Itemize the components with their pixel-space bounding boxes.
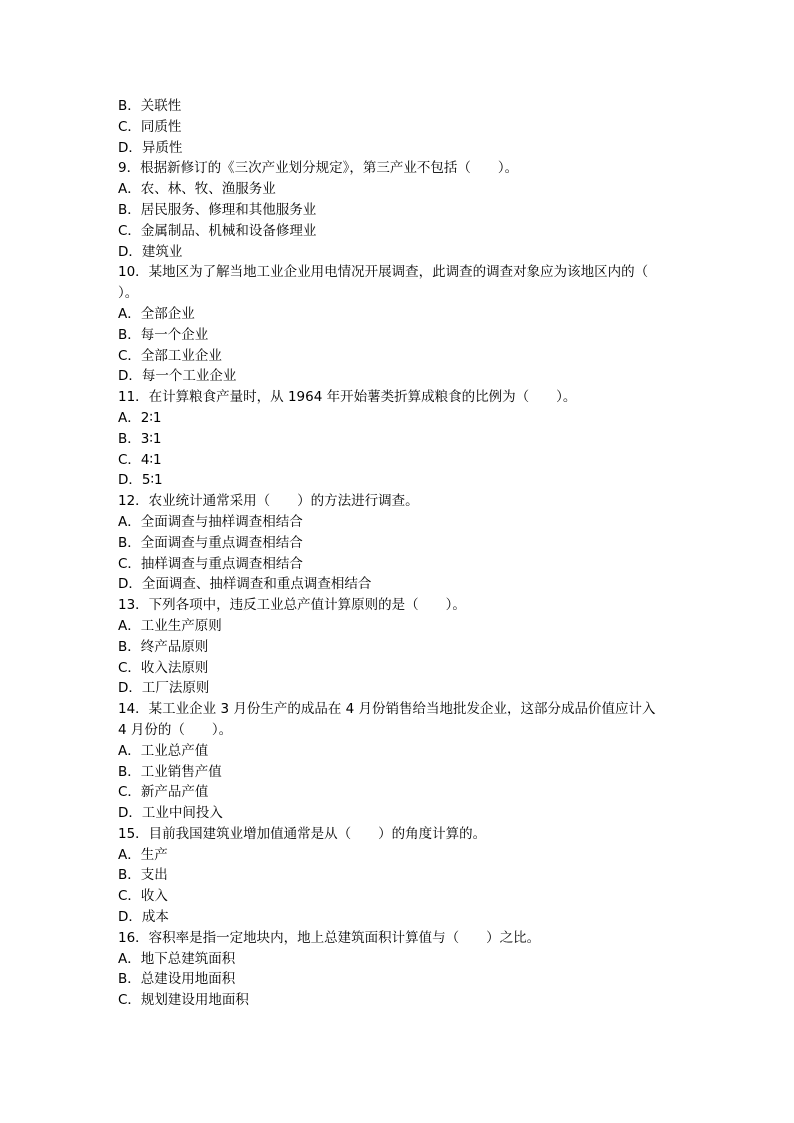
option-text: D．工厂法原则 bbox=[118, 680, 210, 697]
option-text: B．居民服务、修理和其他服务业 bbox=[118, 201, 317, 218]
option-text: C．全部工业企业 bbox=[118, 347, 222, 364]
option-text: D．成本 bbox=[118, 909, 169, 926]
question-text: 14．某工业企业 3 月份生产的成品在 4 月份销售给当地批发企业，这部分成品价值应计入 bbox=[118, 701, 656, 718]
option-text: D．异质性 bbox=[118, 139, 183, 156]
option-text: A．农、林、牧、渔服务业 bbox=[118, 181, 276, 198]
question-text: 13．下列各项中，违反工业总产值计算原则的是（ ）。 bbox=[118, 597, 466, 614]
option-text: A．工业总产值 bbox=[118, 742, 209, 759]
question-text: 12．农业统计通常采用（ ）的方法进行调查。 bbox=[118, 493, 419, 510]
option-text: C．收入 bbox=[118, 888, 168, 905]
document-body bbox=[118, 96, 678, 1011]
option-text: D．工业中间投入 bbox=[118, 805, 223, 822]
option-text: C．规划建设用地面积 bbox=[118, 992, 249, 1009]
option-text: D．建筑业 bbox=[118, 243, 183, 260]
option-text: D．全面调查、抽样调查和重点调查相结合 bbox=[118, 576, 372, 593]
option-text: A．2∶1 bbox=[118, 409, 162, 426]
option-text: B．工业销售产值 bbox=[118, 763, 222, 780]
option-text: C．新产品产值 bbox=[118, 784, 209, 801]
question-text: 16．容积率是指一定地块内，地上总建筑面积计算值与（ ）之比。 bbox=[118, 929, 541, 946]
option-text: B．总建设用地面积 bbox=[118, 971, 236, 988]
question-text: 11．在计算粮食产量时，从 1964 年开始薯类折算成粮食的比例为（ ）。 bbox=[118, 389, 577, 406]
option-text: B．3∶1 bbox=[118, 430, 162, 447]
option-text: B．每一个企业 bbox=[118, 326, 209, 343]
question-text: 9．根据新修订的《三次产业划分规定》，第三产业不包括（ ）。 bbox=[118, 160, 519, 177]
question-text: 10．某地区为了解当地工业企业用电情况开展调查，此调查的调查对象应为该地区内的（ bbox=[118, 264, 649, 281]
option-text: C．同质性 bbox=[118, 118, 182, 135]
option-text: A．地下总建筑面积 bbox=[118, 950, 236, 967]
option-text: C．金属制品、机械和设备修理业 bbox=[118, 222, 317, 239]
option-text: A．生产 bbox=[118, 846, 168, 863]
option-text: C．抽样调查与重点调查相结合 bbox=[118, 555, 303, 572]
question-text: 15．目前我国建筑业增加值通常是从（ ）的角度计算的。 bbox=[118, 825, 487, 842]
option-text: B．关联性 bbox=[118, 98, 182, 114]
option-text: D．每一个工业企业 bbox=[118, 368, 237, 385]
text-line: ）。 bbox=[118, 285, 139, 302]
option-text: C．4∶1 bbox=[118, 451, 162, 468]
option-text: B．全面调查与重点调查相结合 bbox=[118, 534, 303, 551]
option-text: B．支出 bbox=[118, 867, 168, 884]
option-text: A．工业生产原则 bbox=[118, 617, 222, 634]
option-text: A．全面调查与抽样调查相结合 bbox=[118, 513, 303, 530]
option-text: C．收入法原则 bbox=[118, 659, 209, 676]
option-text: D．5∶1 bbox=[118, 472, 163, 489]
option-text: B．终产品原则 bbox=[118, 638, 209, 655]
option-text: A．全部企业 bbox=[118, 305, 195, 322]
text-line: 4 月份的（ ）。 bbox=[118, 721, 233, 738]
